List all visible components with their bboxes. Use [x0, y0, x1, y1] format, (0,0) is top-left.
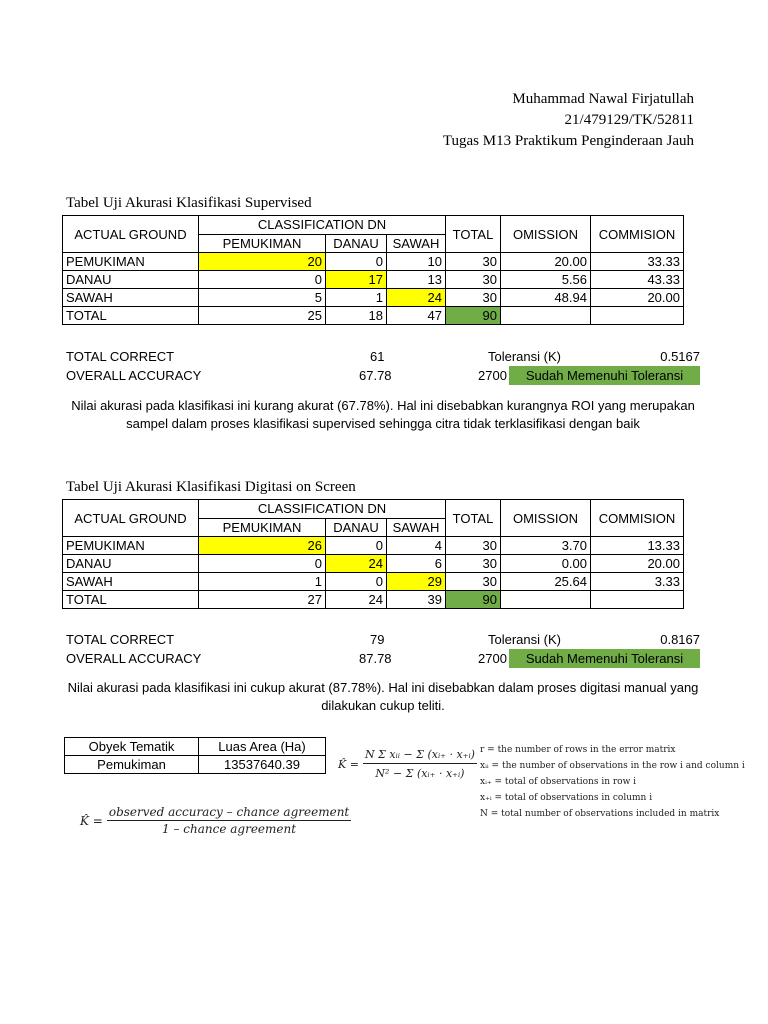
- confusion-matrix: [62, 499, 684, 609]
- column-total: 47: [387, 307, 446, 325]
- simple-numerator: observed accuracy – chance agreement: [108, 805, 350, 819]
- row-total: 30: [446, 271, 501, 289]
- table-caption: Tabel Uji Akurasi Klasifikasi Supervised: [66, 195, 312, 211]
- cell-value: 4: [387, 537, 446, 555]
- commision-value: 13.33: [591, 537, 684, 555]
- status-badge: Sudah Memenuhi Toleransi: [509, 366, 700, 385]
- cell-value: 24: [387, 289, 446, 307]
- row-label: DANAU: [63, 555, 199, 573]
- n-squared-value: 2700: [478, 368, 507, 383]
- cell-value: 17: [326, 271, 387, 289]
- student-id: 21/479129/TK/52811: [564, 112, 694, 128]
- table-row: [63, 289, 684, 307]
- header-omission: OMISSION: [501, 500, 591, 537]
- header-classification: CLASSIFICATION DN: [199, 216, 446, 235]
- commision-value: 3.33: [591, 573, 684, 591]
- omission-value: 25.64: [501, 573, 591, 591]
- row-label: TOTAL: [63, 591, 199, 609]
- empty-cell: [501, 307, 591, 325]
- omission-value: 20.00: [501, 253, 591, 271]
- omission-value: 0.00: [501, 555, 591, 573]
- header-omission: OMISSION: [501, 216, 591, 253]
- header-actual-ground: ACTUAL GROUND: [63, 216, 199, 253]
- col-header: SAWAH: [387, 518, 446, 537]
- grand-total: 90: [446, 591, 501, 609]
- header-total: TOTAL: [446, 500, 501, 537]
- cell-value: 0: [326, 537, 387, 555]
- row-label: TOTAL: [63, 307, 199, 325]
- kappa-denominator: N² − Σ (xᵢ₊ · x₊ᵢ): [375, 767, 465, 780]
- col-header: DANAU: [326, 518, 387, 537]
- table-row: [63, 537, 684, 555]
- header-commision: COMMISION: [591, 216, 684, 253]
- row-label: PEMUKIMAN: [63, 253, 199, 271]
- assignment-title: Tugas M13 Praktikum Penginderaan Jauh: [442, 133, 694, 149]
- legend-item: xᵢ₊ = total of observations in row i: [480, 777, 637, 787]
- cell-value: 0: [326, 573, 387, 591]
- column-total: 27: [199, 591, 326, 609]
- area-object: Pemukiman: [65, 756, 199, 774]
- legend-item: r = the number of rows in the error matrix: [480, 745, 676, 755]
- cell-value: 1: [199, 573, 326, 591]
- status-badge: Sudah Memenuhi Toleransi: [509, 649, 700, 668]
- formula-legend: [480, 742, 745, 822]
- total-correct-label: TOTAL CORRECT: [66, 349, 175, 364]
- commision-value: 20.00: [591, 289, 684, 307]
- overall-accuracy-label: OVERALL ACCURACY: [66, 368, 202, 383]
- tolerance-value: 0.8167: [660, 632, 700, 647]
- confusion-matrix: [62, 215, 684, 325]
- kappa-simple-formula: [80, 805, 351, 836]
- tolerance-label: Toleransi (K): [488, 632, 561, 647]
- kappa-numerator: N Σ xᵢᵢ − Σ (xᵢ₊ · x₊ᵢ): [363, 748, 477, 764]
- row-label: DANAU: [63, 271, 199, 289]
- area-table: [64, 737, 326, 774]
- overall-accuracy-value: 67.78: [359, 368, 392, 383]
- row-label: SAWAH: [63, 573, 199, 591]
- column-total: 18: [326, 307, 387, 325]
- column-total: 24: [326, 591, 387, 609]
- grand-total: 90: [446, 307, 501, 325]
- analysis-note: Nilai akurasi pada klasifikasi ini kurang akurat (67.78%). Hal ini disebabkan kurangnya ROI yang merupakan sampel dalam proses klasifikasi supervised sehingga citra tidak terklasifikasi dengan baik: [71, 398, 695, 431]
- commision-value: 20.00: [591, 555, 684, 573]
- header-classification: CLASSIFICATION DN: [199, 500, 446, 519]
- col-header: SAWAH: [387, 234, 446, 253]
- cell-value: 0: [199, 271, 326, 289]
- row-label: SAWAH: [63, 289, 199, 307]
- area-header-object: Obyek Tematik: [65, 738, 199, 756]
- commision-value: 43.33: [591, 271, 684, 289]
- simple-lhs: K̂ =: [80, 813, 103, 828]
- total-correct-label: TOTAL CORRECT: [66, 632, 175, 647]
- column-total: 39: [387, 591, 446, 609]
- row-total: 30: [446, 573, 501, 591]
- col-header: PEMUKIMAN: [199, 234, 326, 253]
- cell-value: 6: [387, 555, 446, 573]
- row-label: PEMUKIMAN: [63, 537, 199, 555]
- simple-denominator: 1 – chance agreement: [162, 822, 297, 836]
- area-header-size: Luas Area (Ha): [199, 738, 326, 756]
- table-row: [63, 555, 684, 573]
- tolerance-label: Toleransi (K): [488, 349, 561, 364]
- table-caption: Tabel Uji Akurasi Klasifikasi Digitasi on Screen: [66, 479, 356, 495]
- col-header: DANAU: [326, 234, 387, 253]
- cell-value: 26: [199, 537, 326, 555]
- omission-value: 48.94: [501, 289, 591, 307]
- total-correct-value: 61: [370, 349, 385, 364]
- cell-value: 13: [387, 271, 446, 289]
- accuracy-stats: [66, 630, 700, 668]
- overall-accuracy-label: OVERALL ACCURACY: [66, 651, 202, 666]
- cell-value: 24: [326, 555, 387, 573]
- commision-value: 33.33: [591, 253, 684, 271]
- row-total: 30: [446, 289, 501, 307]
- cell-value: 5: [199, 289, 326, 307]
- tolerance-value: 0.5167: [660, 349, 700, 364]
- analysis-note: Nilai akurasi pada klasifikasi ini cukup akurat (87.78%). Hal ini disebabkan dalam proses digitasi manual yang dilakukan cukup teliti.: [67, 680, 699, 713]
- table-row: [63, 253, 684, 271]
- accuracy-stats: [66, 347, 700, 385]
- row-total: 30: [446, 555, 501, 573]
- kappa-lhs: K̂ =: [338, 757, 359, 771]
- header-commision: COMMISION: [591, 500, 684, 537]
- header-actual-ground: ACTUAL GROUND: [63, 500, 199, 537]
- author-header: [443, 89, 694, 152]
- author-name: Muhammad Nawal Firjatullah: [512, 91, 694, 107]
- area-size: 13537640.39: [199, 756, 326, 774]
- omission-value: 5.56: [501, 271, 591, 289]
- cell-value: 29: [387, 573, 446, 591]
- col-header: PEMUKIMAN: [199, 518, 326, 537]
- total-correct-value: 79: [370, 632, 385, 647]
- overall-accuracy-value: 87.78: [359, 651, 392, 666]
- total-row: [63, 307, 684, 325]
- total-row: [63, 591, 684, 609]
- table-row: [63, 573, 684, 591]
- cell-value: 10: [387, 253, 446, 271]
- table-row: [63, 271, 684, 289]
- legend-item: x₊ᵢ = total of observations in column i: [480, 793, 653, 803]
- cell-value: 1: [326, 289, 387, 307]
- kappa-formula: [338, 748, 477, 780]
- n-squared-value: 2700: [478, 651, 507, 666]
- cell-value: 0: [326, 253, 387, 271]
- row-total: 30: [446, 537, 501, 555]
- legend-item: N = total number of observations included in matrix: [480, 809, 720, 819]
- omission-value: 3.70: [501, 537, 591, 555]
- column-total: 25: [199, 307, 326, 325]
- header-total: TOTAL: [446, 216, 501, 253]
- empty-cell: [591, 307, 684, 325]
- cell-value: 20: [199, 253, 326, 271]
- empty-cell: [501, 591, 591, 609]
- empty-cell: [591, 591, 684, 609]
- legend-item: xᵢᵢ = the number of observations in the row i and column i: [480, 761, 745, 771]
- cell-value: 0: [199, 555, 326, 573]
- row-total: 30: [446, 253, 501, 271]
